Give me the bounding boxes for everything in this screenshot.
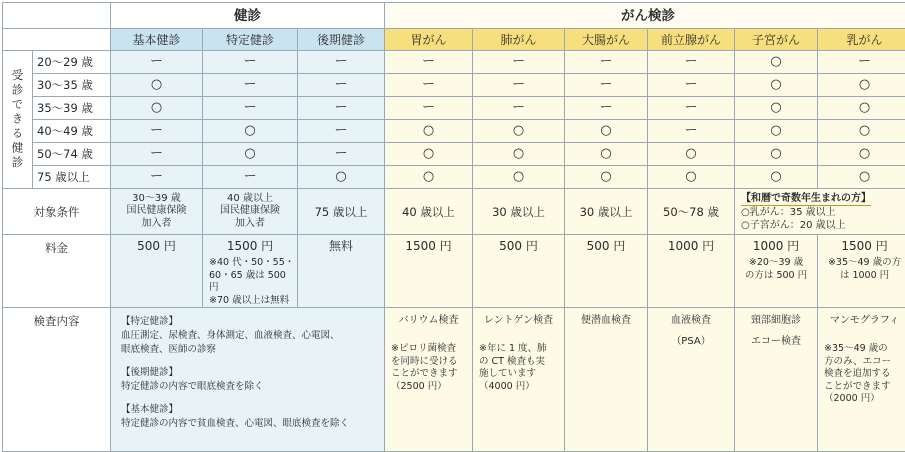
mark-cell: ○ bbox=[818, 143, 905, 166]
exam-notes bbox=[818, 343, 905, 406]
age-row bbox=[3, 166, 905, 189]
age-label: 50～74 歳 bbox=[33, 143, 111, 166]
age-row bbox=[3, 120, 905, 143]
mark-cell: ー bbox=[565, 97, 648, 120]
fee-value: 500 円 bbox=[565, 239, 647, 253]
fee-nyu-notes bbox=[818, 257, 905, 282]
exam-notes bbox=[473, 343, 564, 393]
age-label: 40～49 歳 bbox=[33, 120, 111, 143]
mark-cell: ー bbox=[818, 51, 905, 74]
exam-text: 特定健診の内容で眼底検査を除く bbox=[121, 380, 374, 393]
mark-cell: ー bbox=[298, 120, 385, 143]
mark-cell: ○ bbox=[735, 120, 818, 143]
cond-daicho: 30 歳以上 bbox=[565, 189, 648, 235]
mark-cell: ○ bbox=[111, 74, 203, 97]
exam-subtitle: エコー検査 bbox=[735, 335, 817, 348]
mark-cell: ○ bbox=[818, 120, 905, 143]
fee-value: 500 円 bbox=[473, 239, 564, 253]
col-daicho-gan: 大腸がん bbox=[565, 29, 648, 51]
exam-title: マンモグラフィ bbox=[818, 314, 905, 327]
cond-line: 40 歳以上 bbox=[203, 193, 297, 206]
exam-text: 血圧測定、尿検査、身体測定、血液検査、心電図、 bbox=[121, 329, 374, 342]
fee-shikyu-notes bbox=[735, 257, 817, 282]
mark-cell: ○ bbox=[648, 166, 735, 189]
exam-note: を同時に受ける bbox=[391, 356, 466, 369]
age-row bbox=[3, 97, 905, 120]
col-i-gan: 胃がん bbox=[385, 29, 473, 51]
age-label: 20～29 歳 bbox=[33, 51, 111, 74]
mark-cell: ○ bbox=[735, 166, 818, 189]
exam-kenshin-detail bbox=[111, 308, 385, 452]
gan-group-header: がん検診 bbox=[385, 3, 905, 29]
fee-note: ※40 代・50・55・ bbox=[209, 257, 297, 270]
mark-cell: ○ bbox=[565, 166, 648, 189]
cond-line: 国民健康保険 bbox=[203, 205, 297, 218]
exam-note: （4000 円） bbox=[479, 381, 558, 394]
exam-title: レントゲン検査 bbox=[473, 314, 564, 327]
mark-cell: ー bbox=[111, 120, 203, 143]
fee-daicho bbox=[565, 235, 648, 308]
col-tokutei: 特定健診 bbox=[203, 29, 298, 51]
cond-shikyu-line: ○子宮がん：20 歳以上 bbox=[741, 219, 905, 232]
mark-cell: ○ bbox=[385, 166, 473, 189]
exam-note: ※年に 1 度、肺 bbox=[479, 343, 558, 356]
mark-cell: ○ bbox=[565, 143, 648, 166]
cond-kouki: 75 歳以上 bbox=[298, 189, 385, 235]
exam-heading-kouki: 【後期健診】 bbox=[121, 366, 374, 379]
exam-nyu bbox=[818, 308, 905, 452]
mark-cell: ー bbox=[111, 51, 203, 74]
exam-title: 血液検査 bbox=[648, 314, 734, 327]
fee-kihon bbox=[111, 235, 203, 308]
mark-cell: ○ bbox=[111, 97, 203, 120]
cond-line: 30～39 歳 bbox=[111, 193, 202, 206]
cond-kihon bbox=[111, 189, 203, 235]
mark-cell: ○ bbox=[818, 166, 905, 189]
exam-note: （2500 円） bbox=[391, 381, 466, 394]
cond-line: 国民健康保険 bbox=[111, 205, 202, 218]
mark-cell: ○ bbox=[735, 97, 818, 120]
exam-heading-kihon: 【基本健診】 bbox=[121, 403, 374, 416]
fee-value: 1000 円 bbox=[648, 239, 734, 253]
mark-cell: ー bbox=[203, 97, 298, 120]
mark-cell: ー bbox=[203, 166, 298, 189]
mark-cell: ー bbox=[203, 51, 298, 74]
mark-cell: ○ bbox=[735, 143, 818, 166]
exam-note: ことができます bbox=[824, 381, 905, 394]
exam-heading-tokutei: 【特定健診】 bbox=[121, 315, 374, 328]
mark-cell: ー bbox=[565, 51, 648, 74]
cond-line: 加入者 bbox=[203, 218, 297, 231]
fee-i-gan bbox=[385, 235, 473, 308]
mark-cell: ー bbox=[473, 74, 565, 97]
mark-cell: ○ bbox=[473, 120, 565, 143]
cond-line: 加入者 bbox=[111, 218, 202, 231]
mark-cell: ー bbox=[565, 74, 648, 97]
mark-cell: ○ bbox=[818, 97, 905, 120]
fee-value: 1000 円 bbox=[735, 239, 817, 253]
exam-note: ※ピロリ菌検査 bbox=[391, 343, 466, 356]
exam-note: 検査を追加する bbox=[824, 368, 905, 381]
mark-cell: ー bbox=[298, 143, 385, 166]
kenshin-group-header: 健診 bbox=[111, 3, 385, 29]
exam-note: 方のみ、エコー bbox=[824, 356, 905, 369]
screening-table bbox=[2, 2, 905, 452]
corner-cell-2 bbox=[3, 29, 111, 51]
col-hai-gan: 肺がん bbox=[473, 29, 565, 51]
mark-cell: ○ bbox=[203, 120, 298, 143]
exam-text: 眼底検査、医師の診察 bbox=[121, 343, 374, 356]
mark-cell: ー bbox=[648, 74, 735, 97]
fee-value: 1500 円 bbox=[203, 239, 297, 253]
exam-daicho bbox=[565, 308, 648, 452]
age-row bbox=[3, 51, 905, 74]
col-nyu-gan: 乳がん bbox=[818, 29, 905, 51]
col-zenritsusen-gan: 前立腺がん bbox=[648, 29, 735, 51]
mark-cell: ○ bbox=[473, 143, 565, 166]
cond-hai-gan: 30 歳以上 bbox=[473, 189, 565, 235]
col-kouki: 後期健診 bbox=[298, 29, 385, 51]
mark-cell: ○ bbox=[565, 120, 648, 143]
exam-title: 便潜血検査 bbox=[565, 314, 647, 327]
mark-cell: ○ bbox=[648, 143, 735, 166]
fees-row bbox=[3, 235, 905, 308]
exam-title: バリウム検査 bbox=[385, 314, 472, 327]
fee-note: の方は 500 円 bbox=[735, 270, 817, 283]
age-label: 30～35 歳 bbox=[33, 74, 111, 97]
mark-cell: ○ bbox=[203, 143, 298, 166]
cond-zenritsusen: 50～78 歳 bbox=[648, 189, 735, 235]
age-label: 75 歳以上 bbox=[33, 166, 111, 189]
fee-value: 500 円 bbox=[111, 239, 202, 253]
exam-shikyu bbox=[735, 308, 818, 452]
exam-i-gan bbox=[385, 308, 473, 452]
fee-zenritsusen bbox=[648, 235, 735, 308]
mark-cell: ○ bbox=[818, 74, 905, 97]
mark-cell: ー bbox=[648, 120, 735, 143]
fee-shikyu bbox=[735, 235, 818, 308]
fees-label: 料金 bbox=[3, 235, 111, 308]
cond-nyu-line: ○乳がん：35 歳以上 bbox=[741, 206, 905, 219]
mark-cell: ○ bbox=[735, 51, 818, 74]
mark-cell: ー bbox=[298, 97, 385, 120]
fee-hai-gan bbox=[473, 235, 565, 308]
col-shikyu-gan: 子宮がん bbox=[735, 29, 818, 51]
mark-cell: ー bbox=[298, 74, 385, 97]
mark-cell: ー bbox=[203, 74, 298, 97]
fee-note: は 1000 円 bbox=[818, 270, 905, 283]
fee-tokutei bbox=[203, 235, 298, 308]
age-row bbox=[3, 74, 905, 97]
fee-value: 無料 bbox=[298, 239, 384, 253]
mark-cell: ー bbox=[473, 97, 565, 120]
fee-note: ※70 歳以上は無料 bbox=[209, 295, 297, 308]
mark-cell: ー bbox=[385, 51, 473, 74]
mark-cell: ー bbox=[648, 51, 735, 74]
exam-note: （2000 円） bbox=[824, 393, 905, 406]
mark-cell: ○ bbox=[385, 143, 473, 166]
exam-note: の CT 検査も実 bbox=[479, 356, 558, 369]
exams-label: 検査内容 bbox=[3, 308, 111, 452]
fee-tokutei-notes bbox=[203, 257, 297, 307]
exam-subtitle: （PSA） bbox=[648, 335, 734, 348]
vertical-label: 受診できる健診 bbox=[3, 51, 33, 189]
col-kihon: 基本健診 bbox=[111, 29, 203, 51]
exam-title: 頸部細胞診 bbox=[735, 314, 817, 327]
mark-cell: ー bbox=[298, 51, 385, 74]
cond-odd-year-title: 【和暦で奇数年生まれの方】 bbox=[741, 192, 871, 206]
mark-cell: ○ bbox=[473, 166, 565, 189]
mark-cell: ー bbox=[111, 166, 203, 189]
exam-note: ※35～49 歳の bbox=[824, 343, 905, 356]
exam-note: 施しています bbox=[479, 368, 558, 381]
exam-note: ことができます bbox=[391, 368, 466, 381]
mark-cell: ○ bbox=[385, 120, 473, 143]
exam-notes bbox=[385, 343, 472, 393]
conditions-label: 対象条件 bbox=[3, 189, 111, 235]
cond-i-gan: 40 歳以上 bbox=[385, 189, 473, 235]
fee-note: 60・65 歳は 500 円 bbox=[209, 270, 297, 295]
fee-value: 1500 円 bbox=[385, 239, 472, 253]
exams-row bbox=[3, 308, 905, 452]
mark-cell: ー bbox=[473, 51, 565, 74]
fee-note: ※35～49 歳の方 bbox=[818, 257, 905, 270]
exam-hai-gan bbox=[473, 308, 565, 452]
cond-tokutei bbox=[203, 189, 298, 235]
mark-cell: ー bbox=[111, 143, 203, 166]
mark-cell: ー bbox=[385, 97, 473, 120]
corner-cell bbox=[3, 3, 111, 29]
exam-zenritsusen bbox=[648, 308, 735, 452]
mark-cell: ー bbox=[648, 97, 735, 120]
age-row bbox=[3, 143, 905, 166]
cond-shikyu-nyu bbox=[735, 189, 905, 235]
mark-cell: ○ bbox=[735, 74, 818, 97]
age-label: 35～39 歳 bbox=[33, 97, 111, 120]
exam-text: 特定健診の内容で貧血検査、心電図、眼底検査を除く bbox=[121, 417, 374, 430]
mark-cell: ー bbox=[385, 74, 473, 97]
fee-nyu bbox=[818, 235, 905, 308]
fee-kouki bbox=[298, 235, 385, 308]
fee-note: ※20～39 歳 bbox=[735, 257, 817, 270]
fee-value: 1500 円 bbox=[818, 239, 905, 253]
conditions-row bbox=[3, 189, 905, 235]
mark-cell: ○ bbox=[298, 166, 385, 189]
